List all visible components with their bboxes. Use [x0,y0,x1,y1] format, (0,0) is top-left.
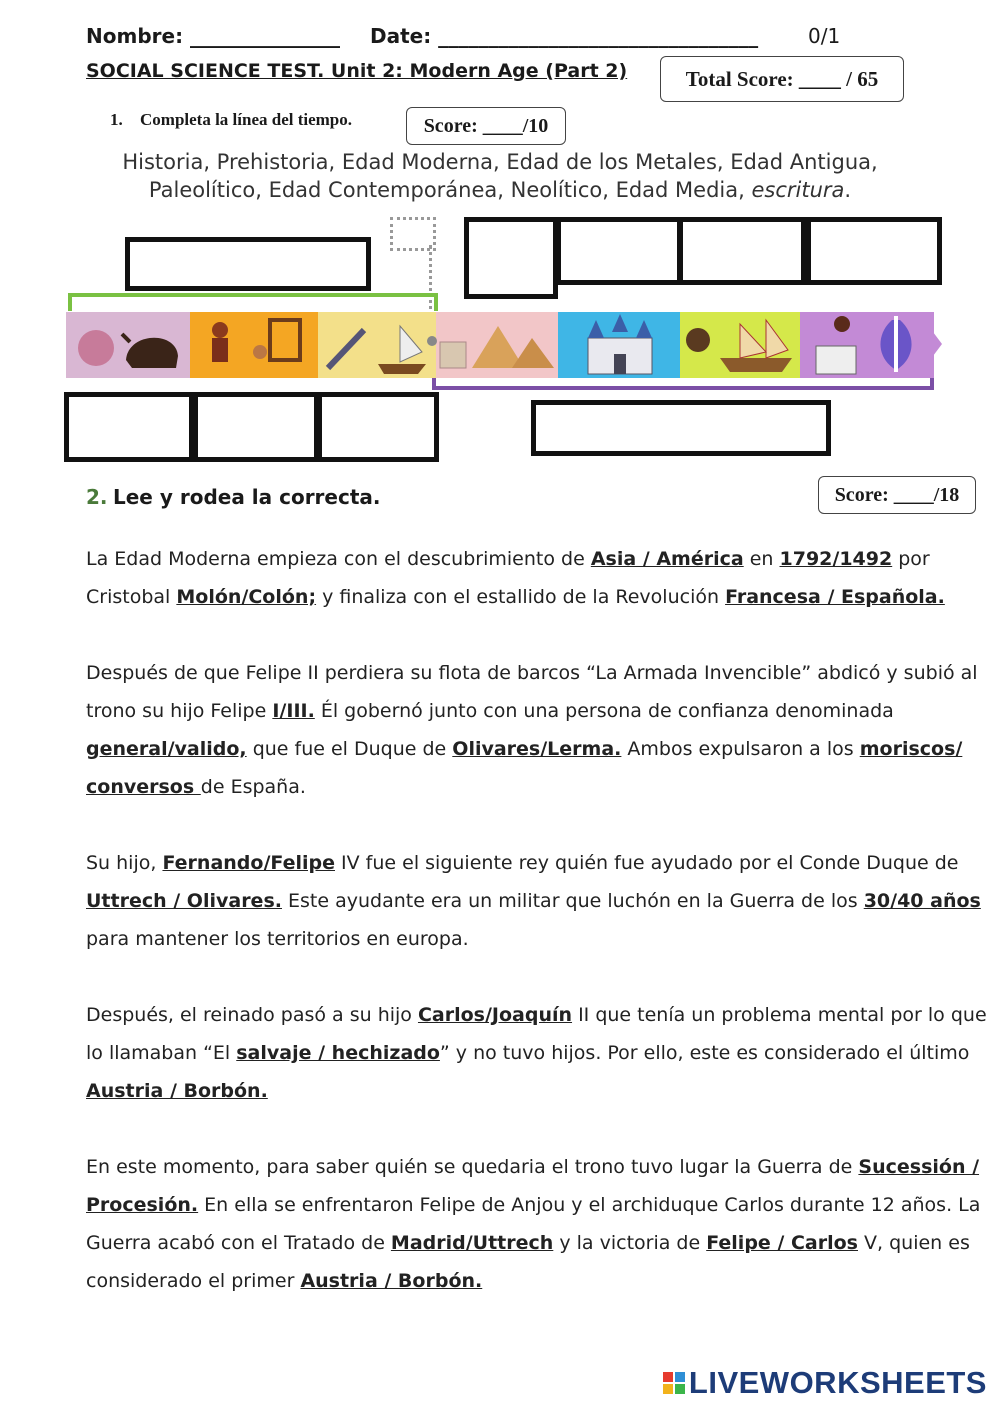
segment-modern-age [680,312,800,378]
paragraph-3: Su hijo, Fernando/Felipe IV fue el siguiente rey quién fue ayudado por el Conde Duque de Uttrech / Olivares. Este ayudante era un militar que luchón en la Guerra de los 30/40 años para mantener los territorios en europa. [86,852,981,950]
bison-icon [66,312,190,378]
timeline-answer-box-bottom-1[interactable] [64,392,194,462]
choice-revolution[interactable]: Francesa / Española. [725,586,945,608]
choice-uttrech-olivares[interactable]: Uttrech / Olivares. [86,890,282,912]
timeline-writing-marker [427,336,437,346]
choice-felipe-carlos[interactable]: Felipe / Carlos [706,1232,858,1254]
choice-treaty[interactable]: Madrid/Uttrech [390,1232,554,1254]
q2-instruction: Lee y rodea la correcta. [113,485,381,509]
sword-ship-icon [318,312,436,378]
q2-score-box: Score: ____/18 [818,476,976,514]
ballot-box-icon [800,312,934,378]
paragraph-1: La Edad Moderna empieza con el descubrimiento de Asia / América en 1792/1492 por Cristobal Molón/Colón; y finaliza con el estallido de la Revolución Francesa / Española. [86,548,945,608]
timeline-answer-box-top-5[interactable] [806,217,942,285]
choice-colon[interactable]: Molón/Colón; [176,586,317,608]
segment-metal-age [318,312,436,378]
choice-general-valido[interactable]: general/valido, [86,738,247,760]
segment-middle-ages [558,312,680,378]
name-field-label: Nombre: _______________ [86,24,341,48]
q1-score-box: Score: ____/10 [406,107,566,145]
choice-sucession-procesion[interactable]: Sucessión / Procesión. [86,1156,980,1216]
choice-carlos-joaquin[interactable]: Carlos/Joaquín [417,1004,573,1026]
paragraph-5: En este momento, para saber quién se quedaria el trono tuvo lugar la Guerra de Sucessión / Procesión. En ella se enfrentaron Felipe de Anjou y el archiduque Carlos durante 12 años. La Guerra acabó con el Tratado de Madrid/Uttrech y la victoria de Felipe / Carlos V, quien es considerado el primer Austria / Borbón. [86,1156,981,1292]
choice-first-dynasty[interactable]: Austria / Borbón. [300,1270,483,1292]
choice-asia-america[interactable]: Asia / América [590,548,744,570]
segment-ancient-age [436,312,558,378]
farmer-icon [190,312,318,378]
timeline-answer-box-top-1[interactable] [125,237,371,291]
page-title: SOCIAL SCIENCE TEST. Unit 2: Modern Age (Part 2) [86,60,628,82]
segment-neolithic [190,312,318,378]
pyramids-icon [436,312,558,378]
choice-war-years[interactable]: 30/40 años [863,890,981,912]
paragraph-4: Después, el reinado pasó a su hijo Carlos/Joaquín II que tenía un problema mental por lo que lo llamaban “El salvaje / hechizado” y no tuvo hijos. Por ello, este es considerado el último Austria / Borbón. [86,1004,987,1102]
q2-number: 2. [86,485,108,509]
page-score: 0/1 [808,24,841,48]
segment-paleolithic [66,312,190,378]
caravel-icon [680,312,800,378]
castle-icon [558,312,680,378]
choice-olivares-lerma[interactable]: Olivares/Lerma. [452,738,622,760]
timeline-arrow-head [930,328,942,360]
date-field-label: Date: ________________________________ [370,24,759,48]
word-bank-period: . [844,178,852,202]
word-bank-text: Paleolítico, Edad Contemporánea, Neolítico, Edad Media, [148,178,752,202]
q1-number: 1. [110,110,123,129]
word-bank-italic: escritura [751,178,845,202]
prehistory-bracket [68,293,438,311]
timeline-answer-box-bottom-4[interactable] [531,400,831,456]
choice-moriscos-conversos[interactable]: moriscos/ conversos [86,738,963,798]
paragraph-2: Después de que Felipe II perdiera su flota de barcos “La Armada Invencible” abdicó y subió al trono su hijo Felipe I/III. Él gobernó junto con una persona de confianza denominada general/valido, que fue el Duque de Olivares/Lerma. Ambos expulsaron a los moriscos/ conversos de España. [86,662,978,798]
choice-salvaje-hechizado[interactable]: salvaje / hechizado [236,1042,440,1064]
choice-fernando-felipe[interactable]: Fernando/Felipe [162,852,335,874]
timeline-answer-box-bottom-3[interactable] [317,392,439,462]
timeline-answer-box-bottom-2[interactable] [193,392,319,462]
word-bank-line-1: Historia, Prehistoria, Edad Moderna, Edad de los Metales, Edad Antigua, [122,150,878,174]
choice-last-dynasty[interactable]: Austria / Borbón. [86,1080,268,1102]
timeline [0,0,999,470]
q1-instruction: Completa la línea del tiempo. [140,110,353,129]
timeline-answer-box-top-2[interactable] [464,217,558,299]
liveworksheets-logo [663,1365,987,1401]
logo-text: LIVEWORKSHEETS [688,1365,987,1400]
timeline-answer-box-top-4[interactable] [678,217,806,285]
total-score-box: Total Score: ____ / 65 [660,56,904,102]
choice-felipe-number[interactable]: I/III. [272,700,315,722]
logo-grid-icon [663,1372,685,1394]
timeline-answer-box-top-3[interactable] [556,217,682,285]
segment-contemporary-age [800,312,934,378]
choice-year[interactable]: 1792/1492 [779,548,893,570]
